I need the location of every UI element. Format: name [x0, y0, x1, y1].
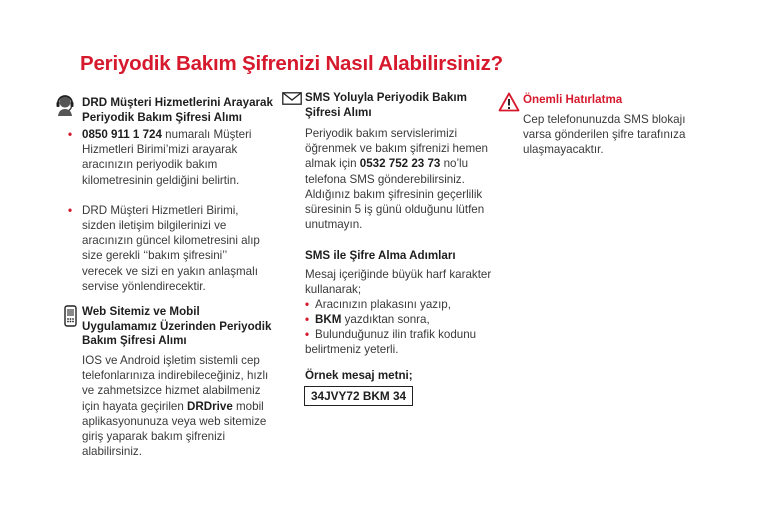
- phone-bullets: [68, 127, 283, 294]
- list-item: • Aracınızın plakasını yazıp,: [305, 297, 476, 312]
- sms-steps-list: [305, 297, 476, 343]
- sms-section-heading: SMS Yoluyla Periyodik Bakım Şifresi Alımı: [305, 91, 467, 119]
- list-item: • Bulunduğunuz ilin trafik kodunu: [305, 327, 476, 342]
- warning-text: Cep telefonunuzda SMS blokajı varsa gönderilen şifre tarafınıza ulaşmayacaktır.: [523, 113, 686, 157]
- web-section-heading: Web Sitemiz ve Mobil Uygulamamız Üzerinden Periyodik Bakım Şifresi Alımı: [82, 305, 272, 347]
- headset-icon: [55, 94, 75, 116]
- mobile-phone-icon: [64, 305, 77, 327]
- web-section-text: IOS ve Android işletim sistemli cep telefonlarınıza indirebileceğiniz, hızlı ve zahmetsizce hizmet alabilmeniz için hayata geçirilen DRDrive mobil aplikasyonunuza veya web sitemize giriş yaparak bakım şifrenizi alabilirsiniz.: [82, 354, 269, 459]
- sms-steps-intro: Mesaj içeriğinde büyük harf karakter kullanarak;: [305, 268, 492, 297]
- envelope-icon: [282, 92, 302, 105]
- example-code-box: 34JVY72 BKM 34: [304, 386, 413, 406]
- warning-triangle-icon: [498, 92, 520, 112]
- sms-section-text: Periyodik bakım servislerimizi öğrenmek ve bakım şifrenizi hemen almak için 0532 752 23 73 no’lu telefona SMS gönderebilirsiniz. Aldığınız bakım şifresinin geçerlilik süresinin 5 iş günü olduğunu lütfen unutmayın.: [305, 127, 489, 232]
- example-label: Örnek mesaj metni;: [305, 369, 413, 382]
- list-item: • 0850 911 1 724 numaralı Müşteri Hizmetleri Birimi’mizi arayarak aracınızın periyodik bakım kilometresinin geldiğini belirtin.: [68, 127, 283, 188]
- phone-section-heading: DRD Müşteri Hizmetlerini Arayarak Periyodik Bakım Şifresi Alımı: [82, 96, 273, 124]
- sms-step3-continuation: belirtmeniz yeterli.: [305, 343, 399, 356]
- list-item: • DRD Müşteri Hizmetleri Birimi, sizden iletişim bilgilerinizi ve aracınızın güncel kilometresini alıp size gerekli ‘‘bakım şifresini’’ verecek ve sizi en yakın anlaşmalı servise yönlendirecektir.: [68, 203, 283, 294]
- warning-heading: Önemli Hatırlatma: [523, 93, 623, 106]
- page-title: Periyodik Bakım Şifrenizi Nasıl Alabilirsiniz?: [80, 52, 503, 75]
- list-item: • BKM yazdıktan sonra,: [305, 312, 476, 327]
- sms-steps-heading: SMS ile Şifre Alma Adımları: [305, 249, 456, 262]
